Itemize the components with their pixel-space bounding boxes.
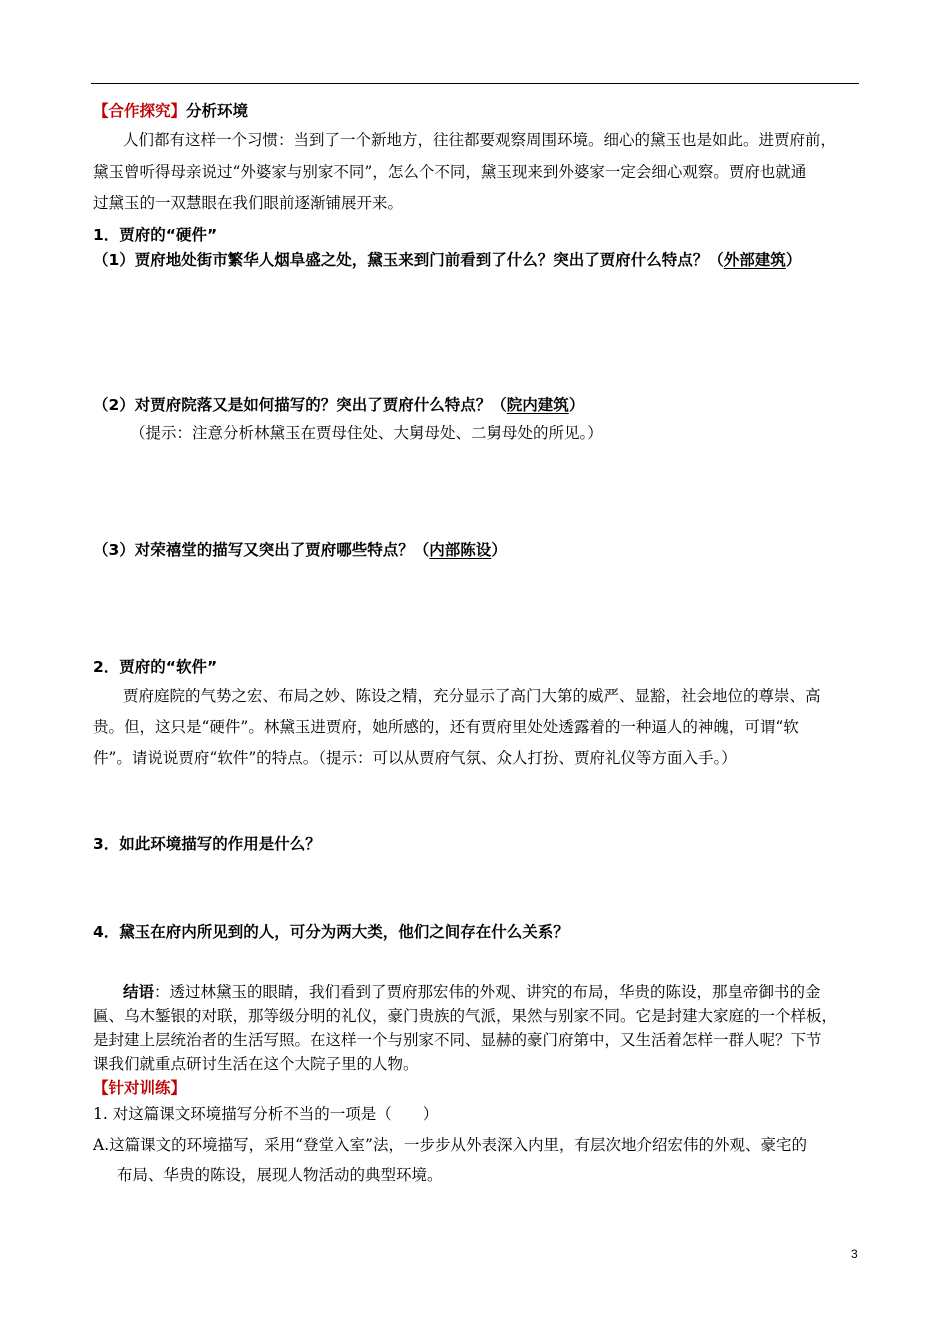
intro-line-3: 过黛玉的一双慧眼在我们眼前逐渐铺展开来。 xyxy=(93,194,404,212)
q2-body-3: 件”。请说说贾府“软件”的特点。（提示：可以从贾府气氛、众人打扮、贾府礼仪等方面入手。） xyxy=(93,749,737,767)
q1-sub1 xyxy=(93,250,801,270)
section-tag: 【合作探究】 xyxy=(93,102,187,120)
q1-title: 1．贾府的“硬件” xyxy=(93,226,218,244)
practice-q1: 1. 对这篇课文环境描写分析不当的一项是（ ） xyxy=(93,1105,439,1123)
q3-title: 3．如此环境描写的作用是什么？ xyxy=(93,835,321,853)
intro-line-1: 人们都有这样一个习惯：当到了一个新地方，往往都要观察周围环境。细心的黛玉也是如此。进贾府前， xyxy=(123,131,837,149)
q2-body-1: 贾府庭院的气势之宏、布局之妙、陈设之精，充分显示了高门大第的威严、显豁，社会地位的尊崇、高 xyxy=(123,687,821,705)
q1-sub2-key: 院内建筑 xyxy=(506,396,569,414)
conclusion-line-4: 课我们就重点研讨生活在这个大院子里的人物。 xyxy=(93,1055,419,1073)
conclusion-line-3: 是封建上层统治者的生活写照。在这样一个与别家不同、显赫的豪门府第中，又生活着怎样一群人呢？下节 xyxy=(93,1031,822,1049)
q1-sub2-end: ） xyxy=(568,396,585,414)
q4-title: 4．黛玉在府内所见到的人，可分为两大类，他们之间存在什么关系？ xyxy=(93,923,569,941)
intro-line-2: 黛玉曾听得母亲说过“外婆家与别家不同”，怎么个不同，黛玉现来到外婆家一定会细心观察。贾府也就通 xyxy=(93,163,807,181)
q1-sub2-hint: （提示：注意分析林黛玉在贾母住处、大舅母处、二舅母处的所见。） xyxy=(130,424,603,442)
q1-sub3-key: 内部陈设 xyxy=(429,541,492,559)
q1-sub3 xyxy=(93,540,507,560)
q1-sub2-text: （2）对贾府院落又是如何描写的？突出了贾府什么特点？（ xyxy=(93,396,507,414)
q1-sub3-text: （3）对荣禧堂的描写又突出了贾府哪些特点？（ xyxy=(93,541,430,559)
page-number: 3 xyxy=(851,1247,858,1261)
practice-tag: 【针对训练】 xyxy=(93,1079,187,1097)
practice-option-a-2: 布局、华贵的陈设，展现人物活动的典型环境。 xyxy=(117,1166,443,1184)
conclusion-line-1 xyxy=(123,982,821,1002)
q1-sub1-end: ） xyxy=(785,251,802,269)
q1-sub1-key: 外部建筑 xyxy=(723,251,786,269)
q2-title: 2．贾府的“软件” xyxy=(93,658,218,676)
q1-sub1-text: （1）贾府地处街市繁华人烟阜盛之处，黛玉来到门前看到了什么？突出了贾府什么特点？（ xyxy=(93,251,724,269)
practice-option-a-1: A.这篇课文的环境描写，采用“登堂入室”法，一步步从外表深入内里，有层次地介绍宏伟的外观、豪宅的 xyxy=(93,1136,807,1154)
conclusion-text-1: ：透过林黛玉的眼睛，我们看到了贾府那宏伟的外观、讲究的布局，华贵的陈设，那皇帝御书的金 xyxy=(154,983,821,1001)
conclusion-line-2: 匾、乌木錾银的对联，那等级分明的礼仪，豪门贵族的气派，果然与别家不同。它是封建大家庭的一个样板， xyxy=(93,1007,838,1025)
section-header xyxy=(93,101,248,121)
q1-sub3-end: ） xyxy=(491,541,507,559)
header-rule xyxy=(91,83,859,84)
conclusion-label: 结语 xyxy=(123,983,155,1001)
section-title: 分析环境 xyxy=(186,102,249,120)
q1-sub2 xyxy=(93,395,584,415)
q2-body-2: 贵。但，这只是“硬件”。林黛玉进贾府，她所感的，还有贾府里处处透露着的一种逼人的神魄，可谓“软 xyxy=(93,718,799,736)
